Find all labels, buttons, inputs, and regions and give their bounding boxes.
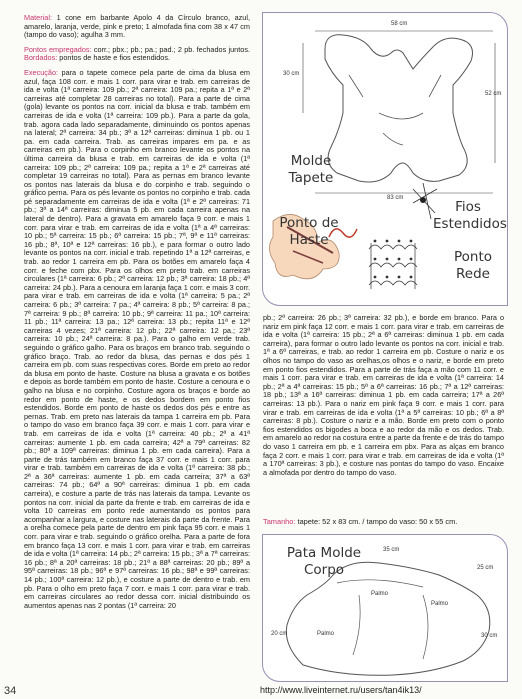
pata-inner-label-2: Palmo — [431, 601, 449, 607]
bordados-text: pontos de haste e fios estendidos. — [57, 53, 171, 63]
ponto-haste-label: Ponto de Haste — [279, 215, 339, 248]
pata-molde-panel — [262, 534, 508, 682]
dimension-right: 52 cm — [485, 91, 502, 97]
tamanho-text: tapete: 52 x 83 cm. / tampo do vaso: 50 x 55 cm. — [295, 517, 458, 526]
dimension-bottom: 83 cm — [387, 195, 404, 201]
pata-dim-side: 25 cm — [477, 565, 494, 571]
source-url[interactable]: http://www.liveinternet.ru/users/tan4ik13/ — [260, 685, 422, 695]
instructions-column — [24, 14, 250, 616]
material-paragraph — [24, 14, 250, 40]
tamanho-label: Tamanho: — [263, 517, 296, 526]
material-label: Material: — [24, 13, 52, 22]
pontos-paragraph — [24, 46, 250, 63]
execucao-text: para o tapete comece pela parte de cima da blusa em azul, faça 108 corr. e mais 1 corr. para virar e trab. em carreiras de ida e volta (1ª carreira: 109 pb.; 2ª carreira: 109 pa.; repita a 1ª e 2ª carreiras até completar 28 carreiras no total). Para a parte de cima (gola) levante os pontos na corr. inicial da blusa e trab. também em carreiras de ida e volta (1ª carreira: 109 pb.). Para a parte da gola, trab. agora cada lado separadamente, diminuindo os pontos apenas na lateral; 2ª carreira: 34 pb.; 3ª a 12ª carreiras: diminua 1 pb. ou 1 pa. em cada carreira. Trab. as carreiras impares em pa. e as carreiras em pb.). Para o corpinho em branco levante os pontos na última carreira da blusa e trab. em carreiras de ida e volta (1ª carreira: 109 pb.; 2ª carreira: 109 pa.; repita a 1ª e 2ª carreiras até completar 19 carreiras no total). Para as pernas em branco levante os pontos nas laterais da blusa e do corpinho e trab. seguindo o gráfico perna. Para os pés levante os pontos no corpinho e trab. cada pé separadamente em carreiras de ida e volta (1ª e 2ª carreiras: 71 pb.; 3ª a 14ª carreiras: diminua 5 pb. em cada carreira apenas na lateral de dentro). Para a gravata em amarelo faça 9 corr. e mais 1 corr. para virar e trab. em carreiras de ida e volta (1ª a 4ª carreiras: 10 pb.; 5ª carreira: 15 pb.; 6ª carreira: 15 pb.; 7ª, 9ª e 11ª carreiras: 16 pb.; 8ª, 10ª e 12ª carreiras: 16 pb.), e para formar o outro lado levante os pontos na corr. inicial e trab. repetindo 1ª a 12ª carreiras, e trab. ao redor 1 carreira em pb. Para os botões em amarelo faça 4 corr. e feche com pbx. Para os olhos em preto trab. em carreiras circulares (1ª carreira: 6 pb.; 2ª carreira: 12 pb.; 3ª carreira: 18 pb.; 4ª carreira: 24 pb.). Para a cenoura em laranja faça 1 corr. e mais 3 corr. para virar e trab. em carreiras de ida e volta (1ª carreira: 5 pa.; 2ª carreira: 6 pb.; 3ª carreira: 7 pa.; 4ª carreira: 8 pb.; 5ª carreira: 8 pa.; 7ª carreira: 9 pb.; 8ª carreira: 10 pb.; 9ª carreira: 11 pa.; 10ª carreira: 11 pb.; 11ª carreira: 13 pa.; 12ª carreira: 13 pb.; repita 11ª e 12ª carreiras 4 vezes; 21ª carreira: 12 pb.; 22ª carreira: 12 pa.; 23ª carreira: 10 pb.; 24ª carreira: 8 pa.). Para o galho em verde trab. seguindo o gráfico galho. Para os braços em branco trab. seguindo o gráfico braço. Trab. ao redor da blusa, das pernas e dos pés 1 carreira em pb. com suas respectivas cores. Borde em preto ao redor da blusa em ponto de haste. Costure na blusa a gravata e os botões e depois as borde também em ponto de haste. Costure a cenoura e o galho na blusa e no corpinho. Costure agora os braços e borde ao redor em ponto de haste, e os dedos bordem em ponto fios estendidos. Borde em ponto de haste os dedos dos pés e entre as pernas. Trab. em preto nas laterais da tampa 1 carreira em pb. Para o tampo do vaso em branco faça 39 corr. e mais 1 corr. para virar e trab. em carreiras de ida e volta (1ª carreira: 40 pb.; 2ª a 41ª carreiras: aumente 1 pb. em cada carreira; 42ª a 79ª carreiras: 82 pb.; 80ª a 109ª carreiras: diminua 1 pb. em cada carreira). Para a parte de trás também em branco faça 37 corr. e mais 1 corr. para virar e trab. também em carreiras de ida e volta (1ª carreira: 38 pb.; 2ª a 36ª carreiras: aumente 1 pb. em cada carreira; 37ª a 63ª carreiras: 74 pb.; 64ª a 90ª carreiras: diminua 1 pb. em cada carreira), e costure a parte de trás nas laterais da tampa. Levante os pontos na corr. inicial da parte da frente e trab. em carreiras de ida e volta 10 carreiras em ponto rede aumentando os pontos para acompanhar a largura, e costure nas laterais da parte da frente. Para a orelha comece pela parte de dentro em pink faça 95 corr. e mais 1 corr. para virar e trab. seguindo o gráfico orelha. Para a parte de fora em branco faça 13 corr. e mais 1 corr. para virar e trab. em carreiras de ida e volta (1ª carreira: 14 pb.; 2ª carreira: 15 pb.; 3ª a 7ª carreiras: 16 pb.; 8ª a 20ª carreiras: 18 pb.; 21ª a 88ª carreiras: 20 pb.; 89ª a 95ª carreiras: 18 pb.; 96ª e 97ª carreiras: 16 pb.; 98ª e 99ª carreiras: 14 pb.; 100ª carreira: 12 pb.), e costure a parte de dentro e trab. em pb. Para o olho em preto faça 7 corr. e mais 1 corr. para virar e trab. em carreiras circulares ao redor dessa corr. inicial distribuindo os aumentos apenas nas 2 pontas (1ª carreira: 20 — [24, 67, 250, 610]
instructions-column-right — [263, 314, 504, 477]
bordados-label: Bordados: — [24, 53, 58, 63]
dimension-top: 58 cm — [391, 21, 408, 27]
ponto-rede-label: Ponto Rede — [453, 249, 493, 282]
pata-inner-label-1: Palmo — [371, 591, 389, 597]
pontos-text: corr.; pbx.; pb.; pa.; pad.; 2 pb. fechados juntos. — [91, 44, 251, 54]
execucao-paragraph — [24, 69, 250, 610]
pata-dim-right: 30 cm — [481, 633, 498, 639]
pata-dim-top: 35 cm — [383, 547, 400, 553]
right-paragraph: pb.; 2ª carreira: 26 pb.; 3ª carreira: 32 pb.), e borde em branco. Para o nariz em pink faça 12 corr. e mais 1 corr. para virar e trab. em carreiras de ida e volta (1ª carreira: 15 pb.; 2ª a 6ª carreiras: diminua 1 pb. em cada carreira), para formar o outro lado levante os pontos na corr. inicial e trab. 1ª a 6ª carreiras, e trab. ao redor 1 carreira em pb. Costure o nariz e os olhos no tampo do vaso as orelhas,os olhos e o nariz, e borde em preto em ponto fios estendidos. Para a parte de trás faça a mão com 11 corr. e mais 1 corr. para virar e trab. em carreiras de ida e volta (1ª carreira: 14 pb.; 2ª a 4ª carreiras: 15 pb.; 5ª a 6ª carreiras: 16 pb.; 7ª a 12ª carreiras: 18 pb.; 13ª a 16ª carreiras: diminua 1 pb. em cada carreira; 17ª a 26ª carreiras: 13 pb.). Para o nariz em pink faça 9 corr. e mais 1 corr. para virar e trab. em carreiras de ida e volta (1ª a 5ª carreiras: 10 pb.; 6ª a 8ª carreiras: 8 pb.). Costure o nariz e a mão. Borde em preto com o ponto fios estendidos os bigodes a boca e ao redor da mão e os dedos. Trab. em amarelo ao redor na costura entre a parte da frente e de trás do tampo do vaso 1 carreira em pb. e 1 carreira em pbx. Para as alças em branco faça 2 corr. e mais 1 corr. para virar e trab. em carreiras de ida e volta (1ª a 170ª carreiras: 3 pb.), e costure nas pontas do tampo do vaso. Encaixe a almofada por dentro do tampo do vaso. — [263, 313, 504, 477]
page-number: 34 — [4, 685, 17, 697]
fios-estendidos-label: Fios Estendidos — [433, 199, 507, 232]
execucao-label: Execução: — [24, 67, 59, 77]
pattern-figure-panel — [262, 12, 508, 306]
molde-tapete-label: Molde Tapete — [288, 153, 334, 186]
pata-dim-left: 20 cm — [271, 631, 288, 637]
pata-molde-title: Pata Molde Corpo — [286, 545, 362, 578]
pontos-label: Pontos empregados: — [24, 44, 92, 54]
tamanho-line — [263, 517, 457, 526]
material-text: 1 cone em barbante Apolo 4 da Círculo branco, azul, amarelo, laranja, verde, pink e preto; 1 almofada fina com 38 x 47 cm (tampo do vaso); agulha 3 mm. — [24, 13, 250, 40]
pata-inner-label-3: Palmo — [317, 631, 335, 637]
dimension-left: 30 cm — [283, 71, 300, 77]
